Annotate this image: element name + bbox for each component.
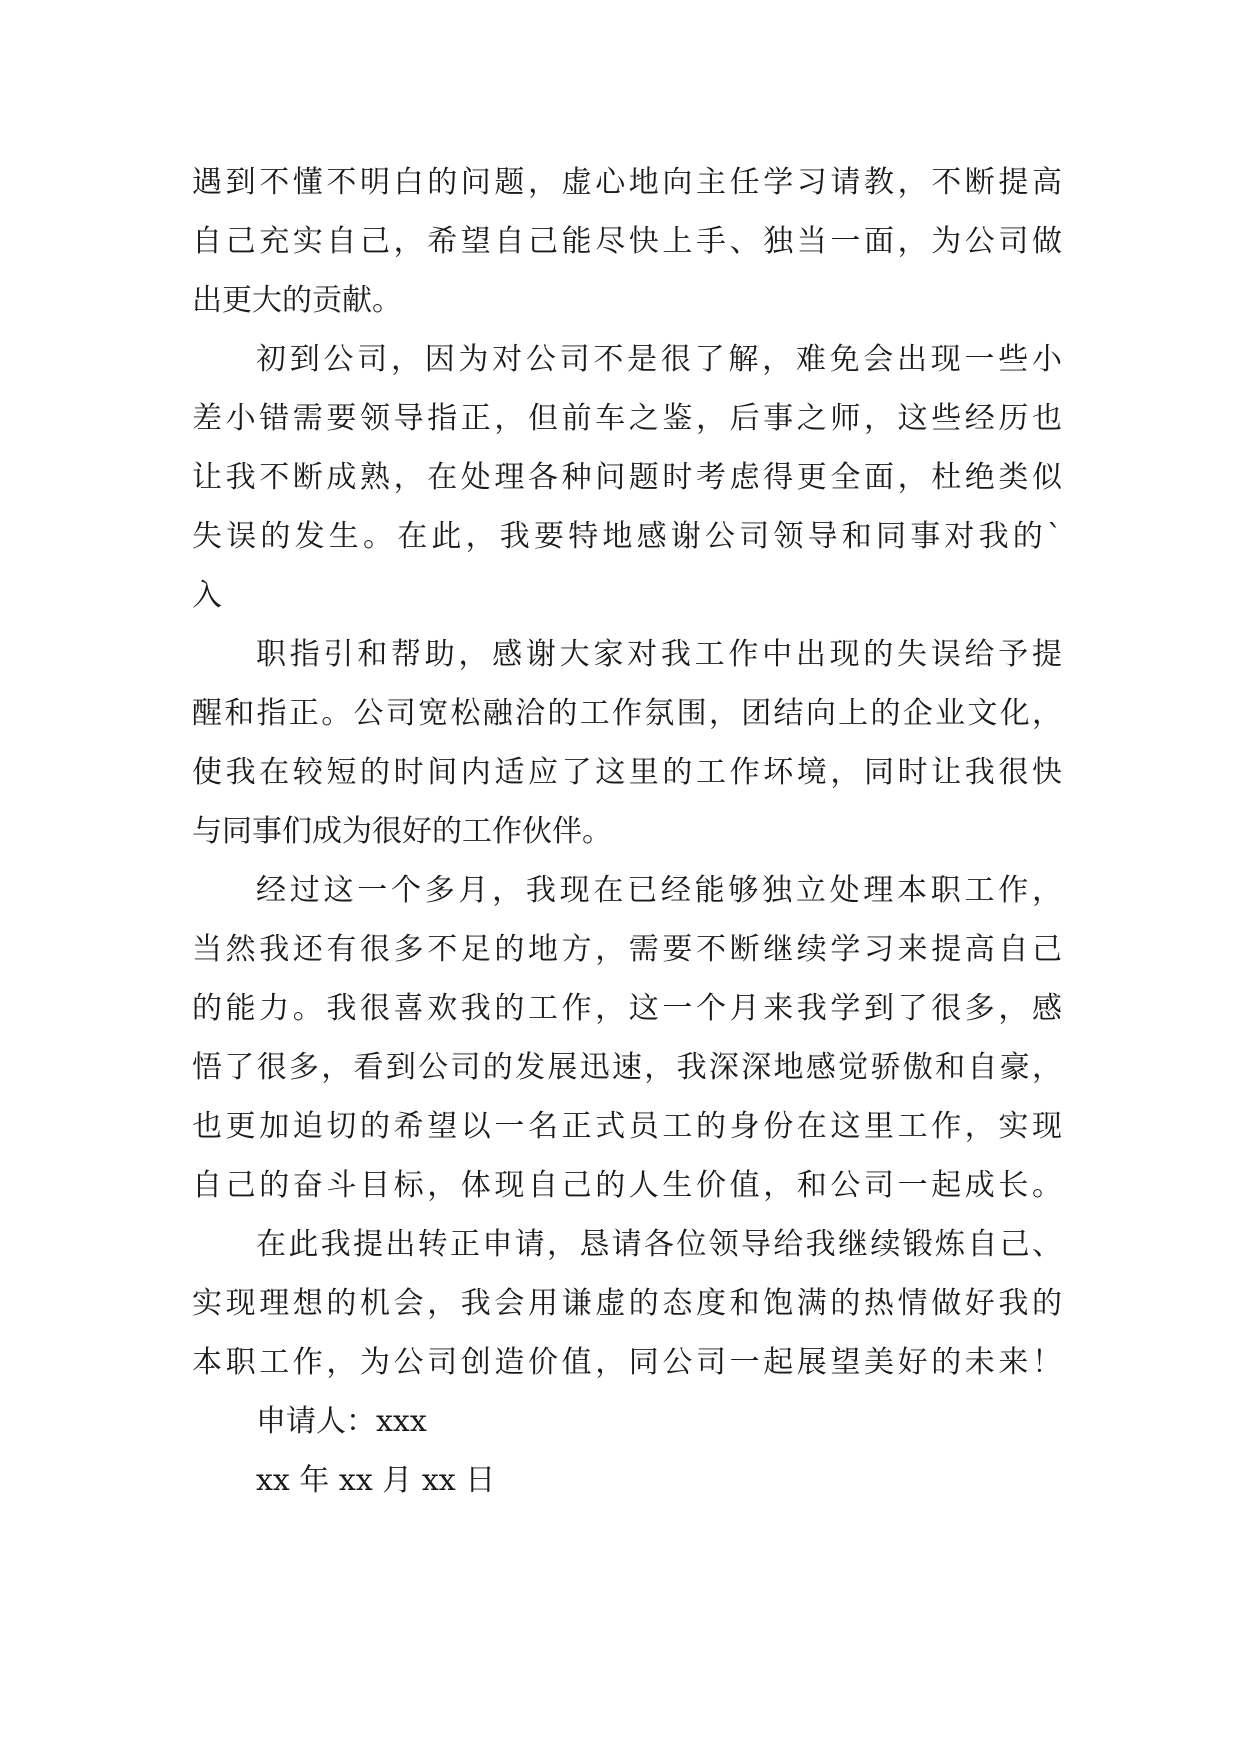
signature-date: xx 年 xx 月 xx 日: [256, 1463, 496, 1498]
applicant-signature: 申请人：xxx: [256, 1404, 427, 1439]
text-line: 入: [192, 578, 222, 613]
paragraph-start-line: 初到公司，因为对公司不是很了解，难免会出现一些小: [256, 342, 1062, 377]
text-line: 出更大的贡献。: [192, 283, 402, 318]
text-line: 实现理想的机会，我会用谦虚的态度和饱满的热情做好我的: [192, 1286, 1062, 1321]
text-line: 本职工作，为公司创造价值，同公司一起展望美好的未来！: [192, 1345, 1062, 1380]
text-line: 醒和指正。公司宽松融洽的工作氛围，团结向上的企业文化，: [192, 696, 1062, 731]
text-line: 让我不断成熟，在处理各种问题时考虑得更全面，杜绝类似: [192, 460, 1062, 495]
paragraph-start-line: 经过这一个多月，我现在已经能够独立处理本职工作，: [256, 873, 1062, 908]
text-line: 当然我还有很多不足的地方，需要不断继续学习来提高自己: [192, 932, 1062, 967]
text-line: 与同事们成为很好的工作伙伴。: [192, 814, 612, 849]
text-line: 使我在较短的时间内适应了这里的工作坏境，同时让我很快: [192, 755, 1062, 790]
paragraph-start-line: 在此我提出转正申请，恳请各位领导给我继续锻炼自己、: [256, 1227, 1062, 1262]
text-line: 的能力。我很喜欢我的工作，这一个月来我学到了很多，感: [192, 991, 1062, 1026]
text-line: 也更加迫切的希望以一名正式员工的身份在这里工作，实现: [192, 1109, 1062, 1144]
text-line: 自己的奋斗目标，体现自己的人生价值，和公司一起成长。: [192, 1168, 1062, 1203]
text-line: 悟了很多，看到公司的发展迅速，我深深地感觉骄傲和自豪，: [192, 1050, 1062, 1085]
text-line: 失误的发生。在此，我要特地感谢公司领导和同事对我的`: [192, 519, 1062, 554]
text-line: 自己充实自己，希望自己能尽快上手、独当一面，为公司做: [192, 224, 1062, 259]
paragraph-start-line: 职指引和帮助，感谢大家对我工作中出现的失误给予提: [256, 637, 1062, 672]
text-line: 差小错需要领导指正，但前车之鉴，后事之师，这些经历也: [192, 401, 1062, 436]
text-line: 遇到不懂不明白的问题，虚心地向主任学习请教，不断提高: [192, 165, 1062, 200]
